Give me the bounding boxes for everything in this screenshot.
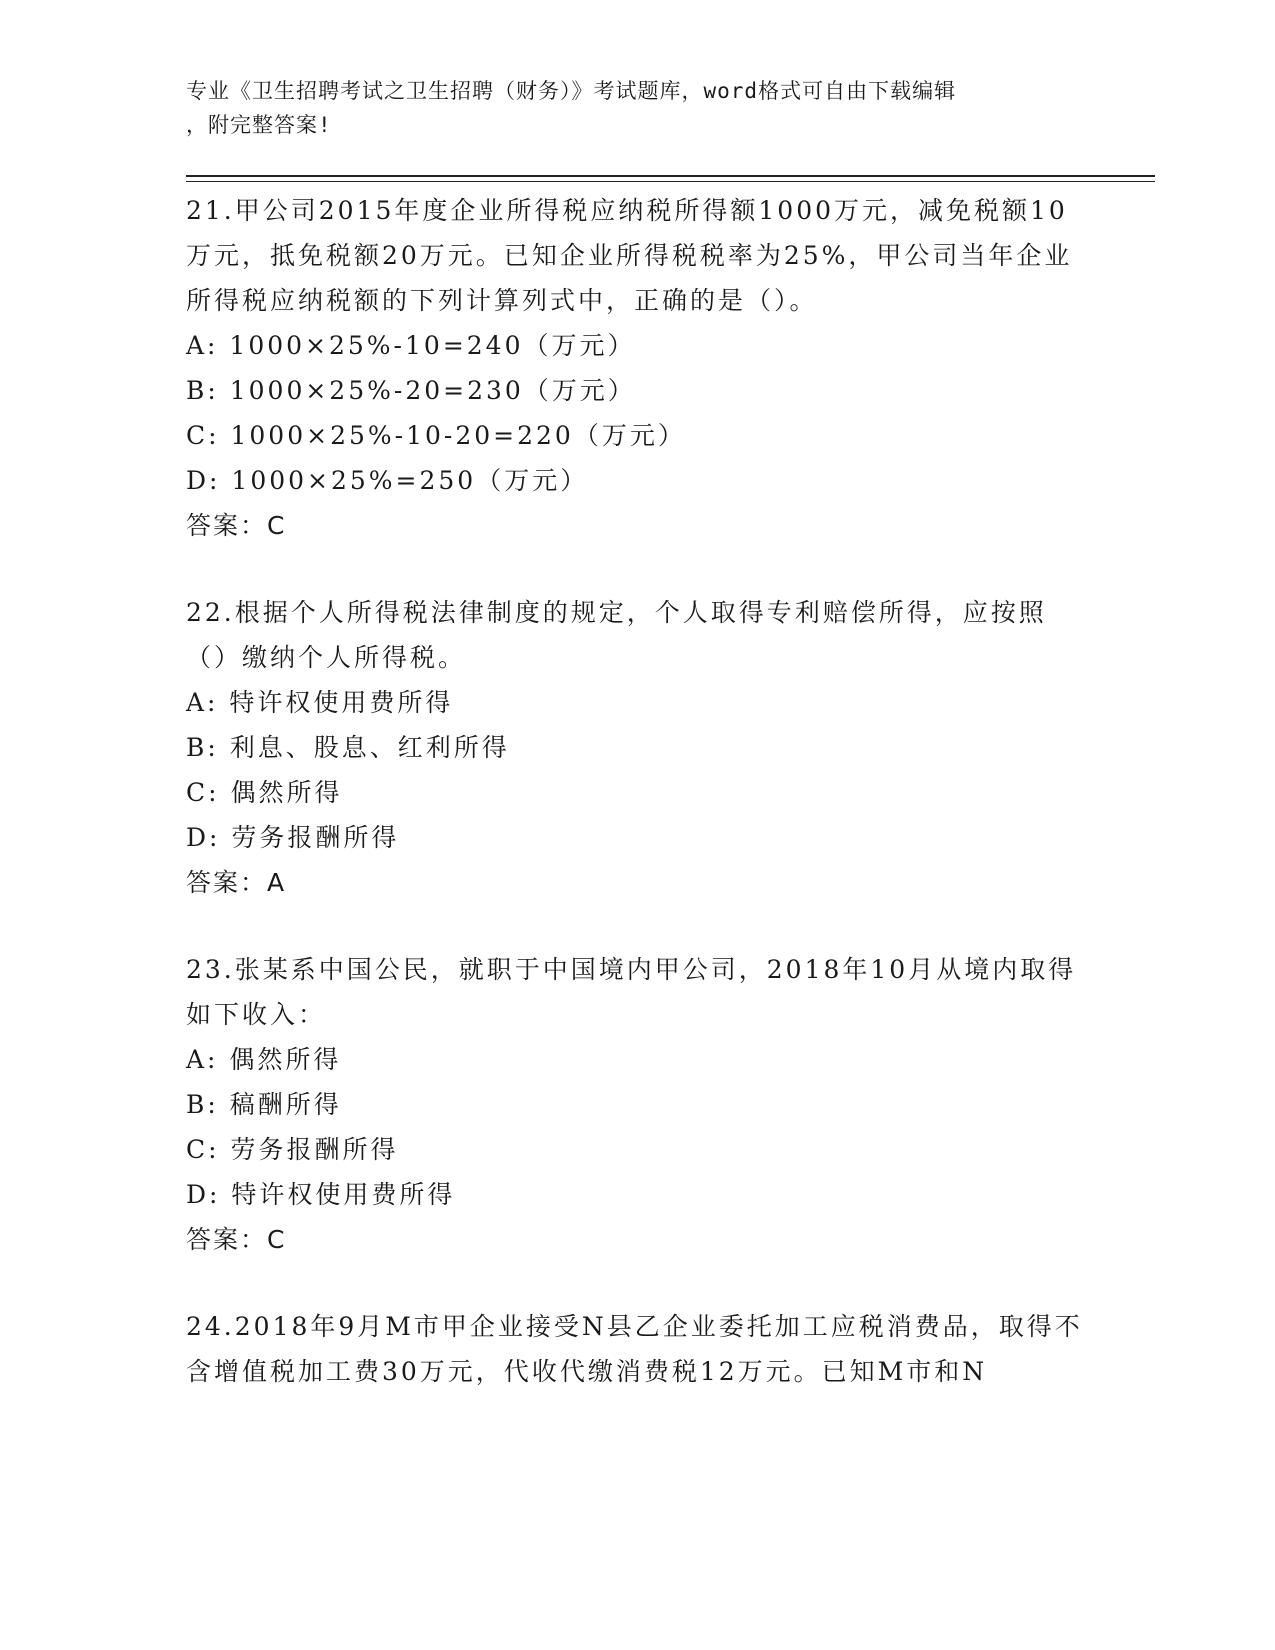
option-b: B: 1000×25%-20=230（万元）: [186, 376, 636, 405]
question-21: [186, 188, 1086, 548]
option-d: D: 劳务报酬所得: [186, 823, 400, 852]
header-title-line-2: ，附完整答案!: [186, 113, 332, 137]
question-stem: 24.2018年9月M市甲企业接受N县乙企业委托加工应税消费品，取得不含增值税加工费30万元，代收代缴消费税12万元。已知M市和N: [186, 1312, 1083, 1386]
option-d: D: 1000×25%=250（万元）: [186, 466, 589, 495]
question-22: [186, 590, 1086, 905]
option-a: A: 偶然所得: [186, 1045, 342, 1074]
header-title-line-1: 专业《卫生招聘考试之卫生招聘（财务）》考试题库，word格式可自由下载编辑: [186, 79, 957, 103]
answer: 答案：C: [186, 1225, 287, 1254]
option-c: C: 1000×25%-10-20=220（万元）: [186, 421, 686, 450]
option-c: C: 劳务报酬所得: [186, 1135, 399, 1164]
option-a: A: 1000×25%-10=240（万元）: [186, 331, 636, 360]
question-23: [186, 947, 1086, 1262]
question-stem: 21.甲公司2015年度企业所得税应纳税所得额1000万元，减免税额10万元，抵免税额20万元。已知企业所得税税率为25%，甲公司当年企业所得税应纳税额的下列计算列式中，正确的是（）。: [186, 196, 1073, 315]
question-stem: 22.根据个人所得税法律制度的规定，个人取得专利赔偿所得，应按照（）缴纳个人所得税。: [186, 598, 1047, 672]
answer: 答案：C: [186, 511, 287, 540]
question-list: [186, 188, 1086, 1436]
option-b: B: 利息、股息、红利所得: [186, 733, 510, 762]
answer: 答案：A: [186, 868, 287, 897]
option-c: C: 偶然所得: [186, 778, 343, 807]
document-header: [186, 74, 1086, 142]
option-b: B: 稿酬所得: [186, 1090, 342, 1119]
option-d: D: 特许权使用费所得: [186, 1180, 456, 1209]
option-a: A: 特许权使用费所得: [186, 688, 454, 717]
question-stem: 23.张某系中国公民，就职于中国境内甲公司，2018年10月从境内取得如下收入：: [186, 955, 1077, 1029]
header-divider-thick: [186, 175, 1155, 177]
question-24: [186, 1304, 1086, 1394]
header-divider-thin: [186, 181, 1155, 182]
